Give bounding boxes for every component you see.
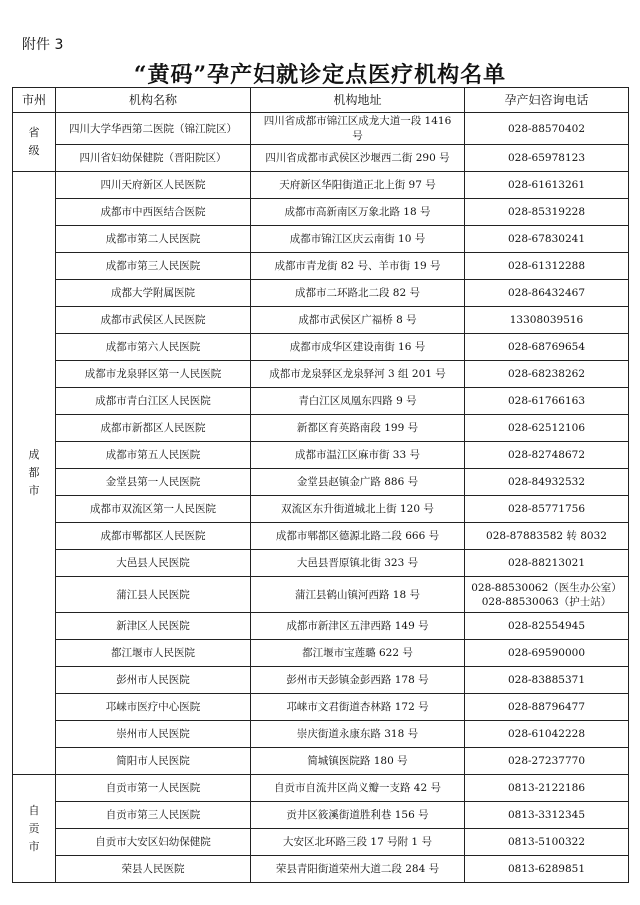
table-header-row [13, 88, 629, 113]
institution-address: 成都市郫都区德源北路二段 666 号 [251, 523, 465, 550]
institution-name: 崇州市人民医院 [56, 721, 251, 748]
institution-name: 简阳市人民医院 [56, 748, 251, 775]
table-row [13, 694, 629, 721]
institution-phone: 028-87883582 转 8032 [465, 523, 629, 550]
institution-address: 都江堰市宝莲璐 622 号 [251, 640, 465, 667]
table-row [13, 469, 629, 496]
table-row [13, 280, 629, 307]
institution-address: 简城镇医院路 180 号 [251, 748, 465, 775]
institution-address: 大邑县晋原镇北街 323 号 [251, 550, 465, 577]
institution-name: 自贡市第一人民医院 [56, 775, 251, 802]
institution-phone [465, 577, 629, 613]
table-body [13, 88, 629, 883]
institution-phone: 028-84932532 [465, 469, 629, 496]
institution-name: 都江堰市人民医院 [56, 640, 251, 667]
institution-name: 自贡市大安区妇幼保健院 [56, 829, 251, 856]
institution-phone: 028-68238262 [465, 361, 629, 388]
institution-name: 成都市青白江区人民医院 [56, 388, 251, 415]
institution-address: 成都市武侯区广福桥 8 号 [251, 307, 465, 334]
institution-phone: 028-88213021 [465, 550, 629, 577]
table-row [13, 226, 629, 253]
table-row [13, 334, 629, 361]
table-row [13, 577, 629, 613]
institution-phone: 028-61766163 [465, 388, 629, 415]
institution-name: 大邑县人民医院 [56, 550, 251, 577]
table-row [13, 856, 629, 883]
institution-name: 成都市双流区第一人民医院 [56, 496, 251, 523]
institution-address: 金堂县赵镇金广路 886 号 [251, 469, 465, 496]
institution-name: 成都市龙泉驿区第一人民医院 [56, 361, 251, 388]
table-row [13, 721, 629, 748]
phone-line: 028-88530063（护士站） [481, 595, 612, 608]
table-row [13, 388, 629, 415]
institution-address: 成都市锦江区庆云南街 10 号 [251, 226, 465, 253]
phone-line: 028-88530062（医生办公室） [471, 581, 622, 594]
institution-phone: 028-83885371 [465, 667, 629, 694]
institution-phone: 028-86432467 [465, 280, 629, 307]
institution-name: 邛崃市医疗中心医院 [56, 694, 251, 721]
institution-address: 成都市二环路北二段 82 号 [251, 280, 465, 307]
institution-address: 成都市高新南区万象北路 18 号 [251, 199, 465, 226]
institution-phone: 028-69590000 [465, 640, 629, 667]
institution-address: 大安区北环路三段 17 号附 1 号 [251, 829, 465, 856]
attachment-label: 附件 3 [22, 37, 64, 53]
table-row [13, 113, 629, 145]
institution-name: 新津区人民医院 [56, 613, 251, 640]
table-row [13, 550, 629, 577]
institution-name: 成都市第六人民医院 [56, 334, 251, 361]
table-row [13, 361, 629, 388]
table-row [13, 775, 629, 802]
institution-address: 成都市青龙街 82 号、羊市街 19 号 [251, 253, 465, 280]
table-row [13, 442, 629, 469]
institution-address: 邛崃市文君街道杏林路 172 号 [251, 694, 465, 721]
table-row [13, 199, 629, 226]
table-row [13, 307, 629, 334]
header-name: 机构名称 [56, 88, 251, 113]
institution-name: 成都市中西医结合医院 [56, 199, 251, 226]
header-phone: 孕产妇咨询电话 [465, 88, 629, 113]
institution-phone: 028-85771756 [465, 496, 629, 523]
institution-phone: 0813-6289851 [465, 856, 629, 883]
header-address: 机构地址 [251, 88, 465, 113]
institution-phone: 028-67830241 [465, 226, 629, 253]
institution-address: 四川省成都市武侯区沙堰西二街 290 号 [251, 145, 465, 172]
institution-address: 青白江区凤凰东四路 9 号 [251, 388, 465, 415]
institution-name: 成都市第三人民医院 [56, 253, 251, 280]
institution-address: 成都市成华区建设南街 16 号 [251, 334, 465, 361]
institution-phone: 028-88570402 [465, 113, 629, 145]
table-row [13, 613, 629, 640]
institution-address: 蒲江县鹤山镇河西路 18 号 [251, 577, 465, 613]
institution-address: 天府新区华阳街道正北上街 97 号 [251, 172, 465, 199]
table-row [13, 640, 629, 667]
institution-phone: 028-61613261 [465, 172, 629, 199]
institution-name: 成都市第二人民医院 [56, 226, 251, 253]
institution-name: 成都大学附属医院 [56, 280, 251, 307]
institution-address: 双流区东升街道城北上街 120 号 [251, 496, 465, 523]
institution-address: 崇庆街道永康东路 318 号 [251, 721, 465, 748]
institution-phone: 028-88796477 [465, 694, 629, 721]
institution-phone: 028-85319228 [465, 199, 629, 226]
city-cell: 省级 [13, 113, 56, 172]
table-row [13, 415, 629, 442]
institution-address: 四川省成都市锦江区成龙大道一段 1416 号 [251, 113, 465, 145]
institution-name: 四川天府新区人民医院 [56, 172, 251, 199]
institution-address: 荣县青阳街道荣州大道二段 284 号 [251, 856, 465, 883]
city-cell: 自贡市 [13, 775, 56, 883]
institution-name: 自贡市第三人民医院 [56, 802, 251, 829]
institution-phone: 13308039516 [465, 307, 629, 334]
institution-phone: 0813-3312345 [465, 802, 629, 829]
institution-name: 四川大学华西第二医院（锦江院区） [56, 113, 251, 145]
hospital-table [12, 87, 629, 883]
table-row [13, 667, 629, 694]
header-city: 市州 [13, 88, 56, 113]
institution-address: 彭州市天彭镇金彭西路 178 号 [251, 667, 465, 694]
table-row [13, 802, 629, 829]
institution-address: 成都市温江区麻市街 33 号 [251, 442, 465, 469]
institution-phone: 028-68769654 [465, 334, 629, 361]
institution-phone: 028-82748672 [465, 442, 629, 469]
table-row [13, 829, 629, 856]
table-row [13, 145, 629, 172]
institution-name: 荣县人民医院 [56, 856, 251, 883]
institution-address: 贡井区筱溪街道胜利巷 156 号 [251, 802, 465, 829]
institution-name: 彭州市人民医院 [56, 667, 251, 694]
table-row [13, 496, 629, 523]
institution-name: 金堂县第一人民医院 [56, 469, 251, 496]
institution-name: 成都市新都区人民医院 [56, 415, 251, 442]
city-cell: 成都市 [13, 172, 56, 775]
institution-phone: 028-27237770 [465, 748, 629, 775]
table-row [13, 748, 629, 775]
institution-phone: 028-61312288 [465, 253, 629, 280]
institution-name: 成都市第五人民医院 [56, 442, 251, 469]
institution-name: 成都市郫都区人民医院 [56, 523, 251, 550]
table-row [13, 172, 629, 199]
institution-name: 蒲江县人民医院 [56, 577, 251, 613]
page-title: “黄码”孕产妇就诊定点医疗机构名单 [133, 62, 507, 88]
institution-phone: 0813-5100322 [465, 829, 629, 856]
institution-phone: 028-62512106 [465, 415, 629, 442]
institution-address: 自贡市自流井区尚义瓣一支路 42 号 [251, 775, 465, 802]
institution-phone: 028-82554945 [465, 613, 629, 640]
institution-address: 成都市新津区五津西路 149 号 [251, 613, 465, 640]
institution-address: 新都区育英路南段 199 号 [251, 415, 465, 442]
institution-phone: 0813-2122186 [465, 775, 629, 802]
institution-name: 成都市武侯区人民医院 [56, 307, 251, 334]
institution-address: 成都市龙泉驿区龙泉驿河 3 组 201 号 [251, 361, 465, 388]
institution-phone: 028-65978123 [465, 145, 629, 172]
table-row [13, 253, 629, 280]
table-row [13, 523, 629, 550]
institution-name: 四川省妇幼保健院（晋阳院区） [56, 145, 251, 172]
institution-phone: 028-61042228 [465, 721, 629, 748]
